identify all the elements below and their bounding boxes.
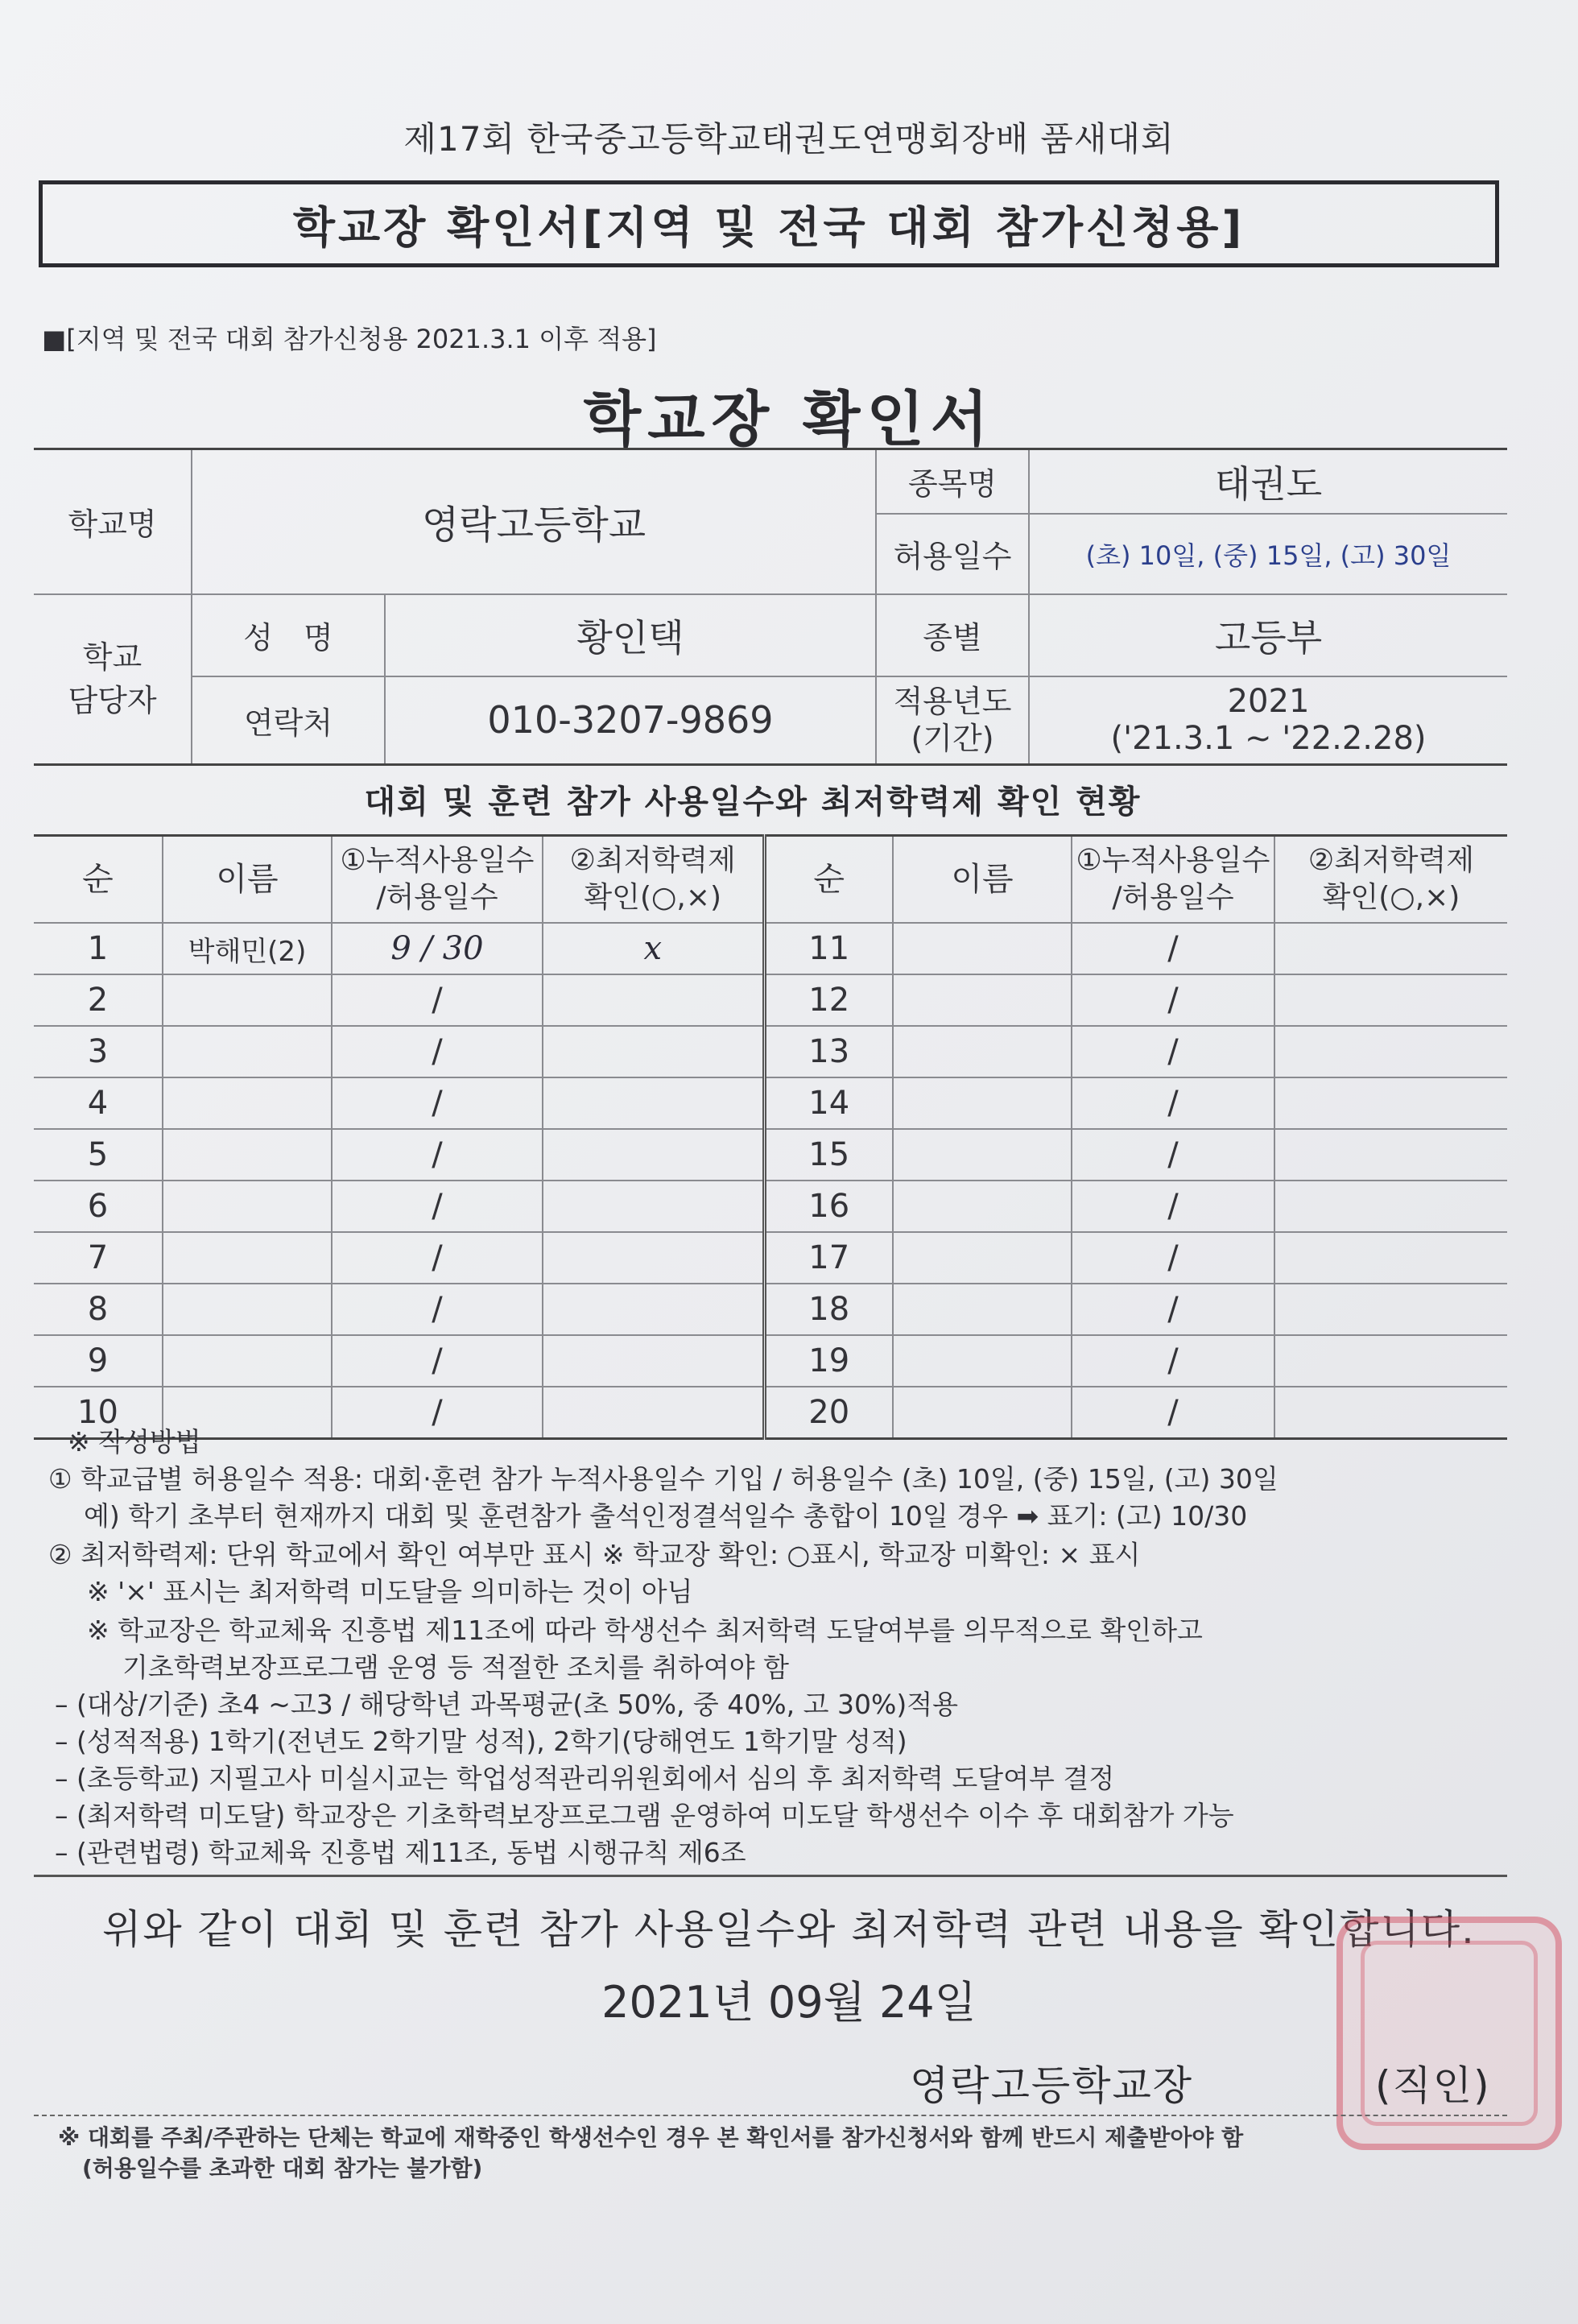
manager-name: 황인택 [385, 594, 876, 676]
row-name [163, 1181, 332, 1232]
table-row [34, 1181, 1507, 1232]
instruction-1-example: 예) 학기 초부터 현재까지 대회 및 훈련참가 출석인정결석일수 총합이 10일 경우 ➡ 표기: (고) 10/30 [84, 1500, 1248, 1532]
seal-label: (직인) [1375, 2062, 1491, 2109]
row-min [543, 1387, 764, 1439]
row-min-2 [1274, 1026, 1507, 1077]
footnote-line-1: ※ 대회를 주최/주관하는 단체는 학교에 재학중인 학생선수인 경우 본 확인서를 참가신청서와 함께 반드시 제출받아야 함 [58, 2124, 1244, 2151]
header-days-line2: /허용일수 [376, 881, 498, 914]
row-name-2 [893, 1232, 1072, 1284]
row-name [163, 1335, 332, 1387]
applicability-note: ■[지역 및 전국 대회 참가신청용 2021.3.1 이후 적용] [42, 324, 657, 354]
table-row [34, 1335, 1507, 1387]
year-label [876, 676, 1029, 765]
confirmation-statement: 위와 같이 대회 및 훈련 참가 사용일수와 최저학력 관련 내용을 확인합니다. [102, 1906, 1476, 1953]
row-min [543, 1232, 764, 1284]
instruction-below-min: – (최저학력 미도달) 학교장은 기초학력보장프로그램 운영하여 미도달 학생선수 이수 후 대회참가 가능 [55, 1800, 1234, 1831]
row-min-2 [1274, 1387, 1507, 1439]
header-days-2-line1: ①누적사용일수 [1076, 844, 1270, 877]
year-label-line1: 적용년도 [893, 684, 1012, 720]
row-days-2: / [1072, 1129, 1274, 1181]
row-min-2 [1274, 1129, 1507, 1181]
row-days: / [332, 1129, 543, 1181]
row-days-2: / [1072, 1335, 1274, 1387]
event-title: 제17회 한국중고등학교태권도연맹회장배 품새대회 [403, 119, 1175, 159]
school-name: 영락고등학교 [192, 449, 876, 594]
division-value: 고등부 [1029, 594, 1507, 676]
row-days: / [332, 1077, 543, 1129]
row-days-2: / [1072, 1026, 1274, 1077]
row-min [543, 1077, 764, 1129]
instruction-target: – (대상/기준) 초4 ~고3 / 해당학년 과목평균(초 50%, 중 40%, 고 30%)적용 [55, 1689, 958, 1720]
row-name [163, 1077, 332, 1129]
row-days: / [332, 1335, 543, 1387]
table-row [34, 974, 1507, 1026]
footnote [58, 2123, 1243, 2184]
row-days-2: / [1072, 974, 1274, 1026]
contact-value: 010-3207-9869 [385, 676, 876, 765]
row-no-2: 15 [764, 1129, 893, 1181]
period: ('21.3.1 ~ '22.2.28) [1110, 720, 1427, 758]
header-min-line2: 확인(○,×) [584, 881, 722, 914]
row-min-2 [1274, 1232, 1507, 1284]
row-name-2 [893, 974, 1072, 1026]
row-name-2 [893, 1387, 1072, 1439]
header-days-2-line2: /허용일수 [1112, 881, 1234, 914]
header-min-2-line2: 확인(○,×) [1322, 881, 1460, 914]
header-min-2 [1274, 836, 1507, 924]
contact-label: 연락처 [192, 676, 385, 765]
header-no-2: 순 [764, 836, 893, 924]
row-no: 6 [34, 1181, 163, 1232]
row-name [163, 1232, 332, 1284]
instruction-laws: – (관련법령) 학교체육 진흥법 제11조, 동법 시행규칙 제6조 [55, 1837, 746, 1868]
row-min [543, 974, 764, 1026]
table-row [34, 1026, 1507, 1077]
row-no-2: 11 [764, 923, 893, 974]
row-name-2 [893, 923, 1072, 974]
row-no-2: 19 [764, 1335, 893, 1387]
row-no-2: 12 [764, 974, 893, 1026]
row-min-2 [1274, 1284, 1507, 1335]
row-name-2 [893, 1335, 1072, 1387]
header-name: 이름 [163, 836, 332, 924]
row-name-2 [893, 1284, 1072, 1335]
instruction-grades: – (성적적용) 1학기(전년도 2학기말 성적), 2학기(당해연도 1학기말 성적) [55, 1726, 907, 1757]
table-row [34, 1284, 1507, 1335]
row-days: / [332, 1232, 543, 1284]
row-days-2: / [1072, 1284, 1274, 1335]
row-min-2 [1274, 923, 1507, 974]
row-min [543, 1181, 764, 1232]
row-days: 9 / 30 [332, 923, 543, 974]
issue-date: 2021년 09월 24일 [601, 1977, 977, 2028]
allowed-days-value: (초) 10일, (중) 15일, (고) 30일 [1029, 514, 1507, 594]
row-no-2: 14 [764, 1077, 893, 1129]
row-days-2: / [1072, 1232, 1274, 1284]
row-days: / [332, 974, 543, 1026]
row-min-2 [1274, 974, 1507, 1026]
header-days-2 [1072, 836, 1274, 924]
row-days: / [332, 1026, 543, 1077]
header-name-2: 이름 [893, 836, 1072, 924]
year-value [1029, 676, 1507, 765]
row-no-2: 16 [764, 1181, 893, 1232]
status-title: 대회 및 훈련 참가 사용일수와 최저학력제 확인 현황 [364, 784, 1142, 821]
row-no: 10 [34, 1387, 163, 1439]
row-name-2 [893, 1129, 1072, 1181]
row-name [163, 1284, 332, 1335]
row-name [163, 1129, 332, 1181]
row-name-2 [893, 1181, 1072, 1232]
school-info-table [34, 448, 1507, 766]
row-min [543, 1026, 764, 1077]
row-no-2: 13 [764, 1026, 893, 1077]
main-title: 학교장 확인서 [583, 385, 995, 454]
footnote-divider [34, 2115, 1507, 2116]
row-min [543, 1284, 764, 1335]
instruction-2-note-1: ※ '×' 표시는 최저학력 미도달을 의미하는 것이 아님 [87, 1576, 693, 1607]
row-name [163, 974, 332, 1026]
row-min-2 [1274, 1077, 1507, 1129]
header-min-line1: ②최저학력제 [569, 844, 736, 877]
row-no: 7 [34, 1232, 163, 1284]
table-row [34, 923, 1507, 974]
row-min [543, 1335, 764, 1387]
row-min-2 [1274, 1335, 1507, 1387]
sport-value: 태권도 [1029, 449, 1507, 514]
header-days-line1: ①누적사용일수 [340, 844, 535, 877]
instruction-2-note-2: ※ 학교장은 학교체육 진흥법 제11조에 따라 학생선수 최저학력 도달여부를 의무적으로 확인하고 [87, 1615, 1203, 1646]
document-title-box [39, 180, 1499, 267]
row-days-2: / [1072, 1387, 1274, 1439]
row-no: 5 [34, 1129, 163, 1181]
instruction-2-note-2b: 기초학력보장프로그램 운영 등 적절한 조치를 취하여야 함 [122, 1652, 790, 1683]
instruction-1: ① 학교급별 허용일수 적용: 대회·훈련 참가 누적사용일수 기입 / 허용일수 (초) 10일, (중) 15일, (고) 30일 [48, 1463, 1279, 1495]
row-min-2 [1274, 1181, 1507, 1232]
header-min-2-line1: ②최저학력제 [1307, 844, 1475, 877]
row-no: 1 [34, 923, 163, 974]
row-min [543, 1129, 764, 1181]
row-no: 9 [34, 1335, 163, 1387]
footnote-line-2: (허용일수를 초과한 대회 참가는 불가함) [82, 2155, 483, 2181]
row-days-2: / [1072, 1077, 1274, 1129]
row-no: 3 [34, 1026, 163, 1077]
table-row [34, 1129, 1507, 1181]
manager-label: 학교 담당자 [34, 594, 192, 765]
row-min: x [543, 923, 764, 974]
row-name: 박해민(2) [163, 923, 332, 974]
row-days-2: / [1072, 923, 1274, 974]
name-label: 성 명 [192, 594, 385, 676]
row-days: / [332, 1387, 543, 1439]
status-table [34, 834, 1507, 1440]
table-row [34, 1232, 1507, 1284]
table-row [34, 1387, 1507, 1439]
division-label: 종별 [876, 594, 1029, 676]
year: 2021 [1227, 683, 1310, 721]
instruction-elementary: – (초등학교) 지필고사 미실시교는 학업성적관리위원회에서 심의 후 최저학력 도달여부 결정 [55, 1763, 1115, 1794]
row-days: / [332, 1181, 543, 1232]
header-no: 순 [34, 836, 163, 924]
row-days-2: / [1072, 1181, 1274, 1232]
row-days: / [332, 1284, 543, 1335]
year-label-line2: (기간) [911, 721, 994, 757]
header-min [543, 836, 764, 924]
instructions-heading: ※ 작성방법 [68, 1426, 201, 1458]
sport-label: 종목명 [876, 449, 1029, 514]
table-row [34, 1077, 1507, 1129]
row-no-2: 17 [764, 1232, 893, 1284]
header-days [332, 836, 543, 924]
divider [34, 1875, 1507, 1877]
row-no: 4 [34, 1077, 163, 1129]
principal-title: 영락고등학교장 [910, 2062, 1194, 2109]
document-title: 학교장 확인서[지역 및 전국 대회 참가신청용] [292, 201, 1245, 253]
row-no-2: 18 [764, 1284, 893, 1335]
row-no: 8 [34, 1284, 163, 1335]
instruction-2: ② 최저학력제: 단위 학교에서 확인 여부만 표시 ※ 학교장 확인: ○표시, 학교장 미확인: × 표시 [48, 1539, 1141, 1570]
row-no: 2 [34, 974, 163, 1026]
row-name-2 [893, 1077, 1072, 1129]
row-name [163, 1026, 332, 1077]
row-name-2 [893, 1026, 1072, 1077]
school-label: 학교명 [34, 449, 192, 594]
allowed-days-label: 허용일수 [876, 514, 1029, 594]
row-no-2: 20 [764, 1387, 893, 1439]
